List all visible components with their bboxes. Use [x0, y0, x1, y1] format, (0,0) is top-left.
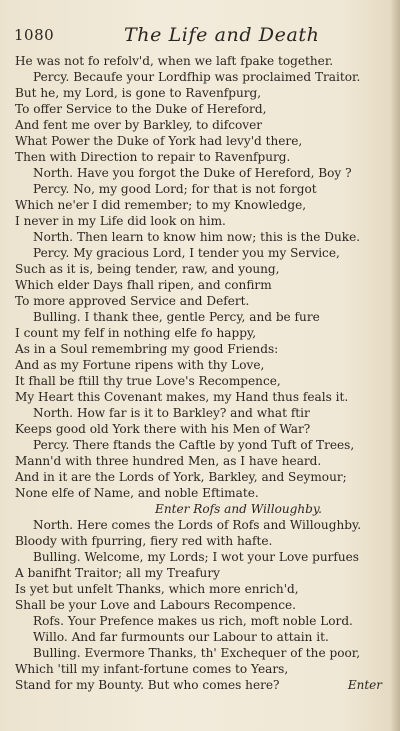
text-line: It fhall be ftill thy true Love's Recompence, [15, 374, 281, 388]
text-line: And fent me over by Barkley, to difcover [15, 118, 263, 132]
text-line: I count my felf in nothing elfe fo happy, [15, 326, 257, 340]
play-text [15, 53, 387, 693]
text-line: Bulling. I thank thee, gentle Percy, and be fure [33, 310, 320, 324]
text-line: Stand for my Bounty. But who comes here? [15, 678, 280, 692]
text-line: My Heart this Covenant makes, my Hand thus feals it. [15, 390, 349, 404]
text-line: As in a Soul remembring my good Friends: [15, 342, 279, 356]
text-line: Mann'd with three hundred Men, as I have heard. [15, 454, 322, 468]
text-line: None elfe of Name, and noble Eftimate. [15, 486, 259, 500]
text-line: And as my Fortune ripens with thy Love, [15, 358, 265, 372]
text-line: North. Here comes the Lords of Rofs and Willoughby. [33, 518, 362, 532]
text-line: North. How far is it to Barkley? and what ftir [33, 406, 310, 420]
text-line: I never in my Life did look on him. [15, 214, 226, 228]
text-line: Bulling. Evermore Thanks, th' Exchequer of the poor, [33, 646, 361, 660]
text-line: Is yet but unfelt Thanks, which more enrich'd, [15, 582, 299, 596]
text-line: Percy. My gracious Lord, I tender you my Service, [33, 246, 340, 260]
text-line: And in it are the Lords of York, Barkley, and Seymour; [15, 470, 347, 484]
text-line: North. Have you forgot the Duke of Hereford, Boy ? [33, 166, 352, 180]
text-line: What Power the Duke of York had levy'd there, [15, 134, 303, 148]
text-line: Rofs. Your Prefence makes us rich, moft noble Lord. [33, 614, 353, 628]
text-line: Bloody with fpurring, fiery red with hafte. [15, 534, 273, 548]
text-line: Shall be your Love and Labours Recompence. [15, 598, 296, 612]
text-line: Which elder Days fhall ripen, and confirm [15, 278, 272, 292]
page-edge-shadow [390, 0, 400, 731]
page-header [14, 24, 384, 48]
text-line: Such as it is, being tender, raw, and young, [15, 262, 280, 276]
text-line: To offer Service to the Duke of Hereford, [15, 102, 267, 116]
text-line: Then with Direction to repair to Ravenfpurg. [15, 150, 291, 164]
text-line: He was not fo refolv'd, when we laft fpake together. [15, 54, 334, 68]
text-line: Percy. Becaufe your Lordfhip was proclaimed Traitor. [33, 70, 361, 84]
text-line: Percy. There ftands the Caftle by yond Tuft of Trees, [33, 438, 355, 452]
text-line: To more approved Service and Defert. [15, 294, 250, 308]
text-line: Which 'till my infant-fortune comes to Years, [15, 662, 289, 676]
text-line: Which ne'er I did remember; to my Knowledge, [15, 198, 307, 212]
page-number: 1080 [14, 26, 55, 44]
text-line: North. Then learn to know him now; this is the Duke. [33, 230, 361, 244]
stage-direction: Enter Rofs and Willoughby. [155, 502, 322, 516]
running-title: The Life and Death [124, 24, 320, 46]
text-line: Willo. And far furmounts our Labour to attain it. [33, 630, 329, 644]
text-line: But he, my Lord, is gone to Ravenfpurg, [15, 86, 262, 100]
catchword: Enter [347, 678, 382, 692]
text-line: Keeps good old York there with his Men of War? [15, 422, 311, 436]
text-line: Bulling. Welcome, my Lords; I wot your Love purfues [33, 550, 360, 564]
text-line: A banifht Traitor; all my Treafury [15, 566, 220, 580]
text-line: Percy. No, my good Lord; for that is not forgot [33, 182, 317, 196]
